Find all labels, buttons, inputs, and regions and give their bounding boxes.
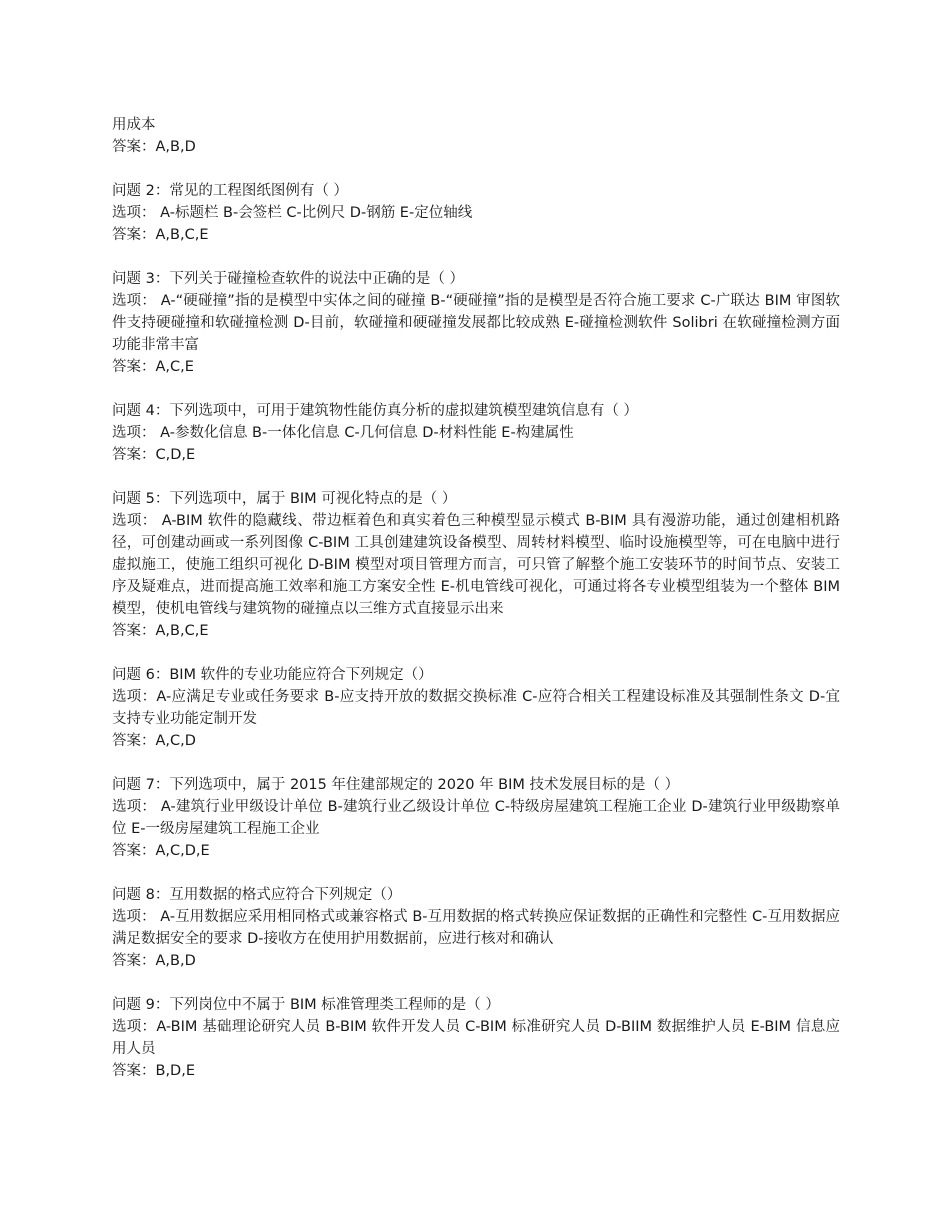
question-text: 问题 3：下列关于碰撞检查软件的说法中正确的是（ ） xyxy=(112,271,464,287)
question-text: 问题 4：下列选项中，可用于建筑物性能仿真分析的虚拟建筑模型建筑信息有（ ） xyxy=(112,403,638,419)
question-text: 问题 2：常见的工程图纸图例有（ ） xyxy=(112,183,348,199)
question-block-5 xyxy=(112,488,840,642)
answer-text: 答案：C,D,E xyxy=(112,447,196,463)
answer-text: 答案：A,B,C,E xyxy=(112,623,209,639)
options-text: 选项： A-参数化信息 B-一体化信息 C-几何信息 D-材料性能 E-构建属性 xyxy=(112,425,574,441)
continued-text: 用成本 xyxy=(112,117,156,133)
question-block-8 xyxy=(112,884,840,972)
answer-text: 答案：A,C,D,E xyxy=(112,843,210,859)
question-block-3 xyxy=(112,268,840,378)
options-text: 选项： A-“硬碰撞”指的是模型中实体之间的碰撞 B-“硬碰撞”指的是模型是否符合施工要求 C-广联达 BIM 审图软件支持硬碰撞和软碰撞检测 D-目前，软碰撞和硬碰撞发展都比较成熟 E-碰撞检测软件 Solibri 在软碰撞检测方面功能非常丰富 xyxy=(112,293,840,353)
options-text: 选项： A-BIM 软件的隐藏线、带边框着色和真实着色三种模型显示模式 B-BIM 具有漫游功能，通过创建相机路径，可创建动画或一系列图像 C-BIM 工具创建建筑设备模型、周转材料模型、临时设施模型等，可在电脑中进行虚拟施工，使施工组织可视化 D-BIM 模型对项目管理方而言，可只管了解整个施工安装环节的时间节点、安装工序及疑难点，进而提高施工效率和施工方案安全性 E-机电管线可视化，可通过将各专业模型组装为一个整体 BIM 模型，使机电管线与建筑物的碰撞点以三维方式直接显示出来 xyxy=(112,513,840,617)
options-text: 选项：A-应满足专业或任务要求 B-应支持开放的数据交换标准 C-应符合相关工程建设标准及其强制性条文 D-宜支持专业功能定制开发 xyxy=(112,689,840,727)
question-block-9 xyxy=(112,994,840,1082)
options-text: 选项：A-BIM 基础理论研究人员 B-BIM 软件开发人员 C-BIM 标准研究人员 D-BIIM 数据维护人员 E-BIM 信息应用人员 xyxy=(112,1019,840,1057)
answer-text: 答案：A,B,D xyxy=(112,139,196,155)
answer-text: 答案：A,B,D xyxy=(112,953,196,969)
question-text: 问题 6：BIM 软件的专业功能应符合下列规定（） xyxy=(112,667,433,683)
answer-text: 答案：B,D,E xyxy=(112,1063,195,1079)
question-block-6 xyxy=(112,664,840,752)
question-text: 问题 9：下列岗位中不属于 BIM 标准管理类工程师的是（ ） xyxy=(112,997,500,1013)
question-text: 问题 7：下列选项中，属于 2015 年住建部规定的 2020 年 BIM 技术发展目标的是（ ） xyxy=(112,777,680,793)
question-block-2 xyxy=(112,180,840,246)
question-block-7 xyxy=(112,774,840,862)
options-text: 选项： A-互用数据应采用相同格式或兼容格式 B-互用数据的格式转换应保证数据的正确性和完整性 C-互用数据应满足数据安全的要求 D-接收方在使用护用数据前，应进行核对和确认 xyxy=(112,909,840,947)
question-text: 问题 8：互用数据的格式应符合下列规定（） xyxy=(112,887,402,903)
question-text: 问题 5：下列选项中，属于 BIM 可视化特点的是（ ） xyxy=(112,491,457,507)
answer-text: 答案：A,B,C,E xyxy=(112,227,209,243)
document-page xyxy=(112,114,840,1082)
options-text: 选项： A-建筑行业甲级设计单位 B-建筑行业乙级设计单位 C-特级房屋建筑工程施工企业 D-建筑行业甲级勘察单位 E-一级房屋建筑工程施工企业 xyxy=(112,799,840,837)
answer-text: 答案：A,C,E xyxy=(112,359,194,375)
options-text: 选项： A-标题栏 B-会签栏 C-比例尺 D-钢筋 E-定位轴线 xyxy=(112,205,473,221)
question-block-4 xyxy=(112,400,840,466)
answer-text: 答案：A,C,D xyxy=(112,733,196,749)
